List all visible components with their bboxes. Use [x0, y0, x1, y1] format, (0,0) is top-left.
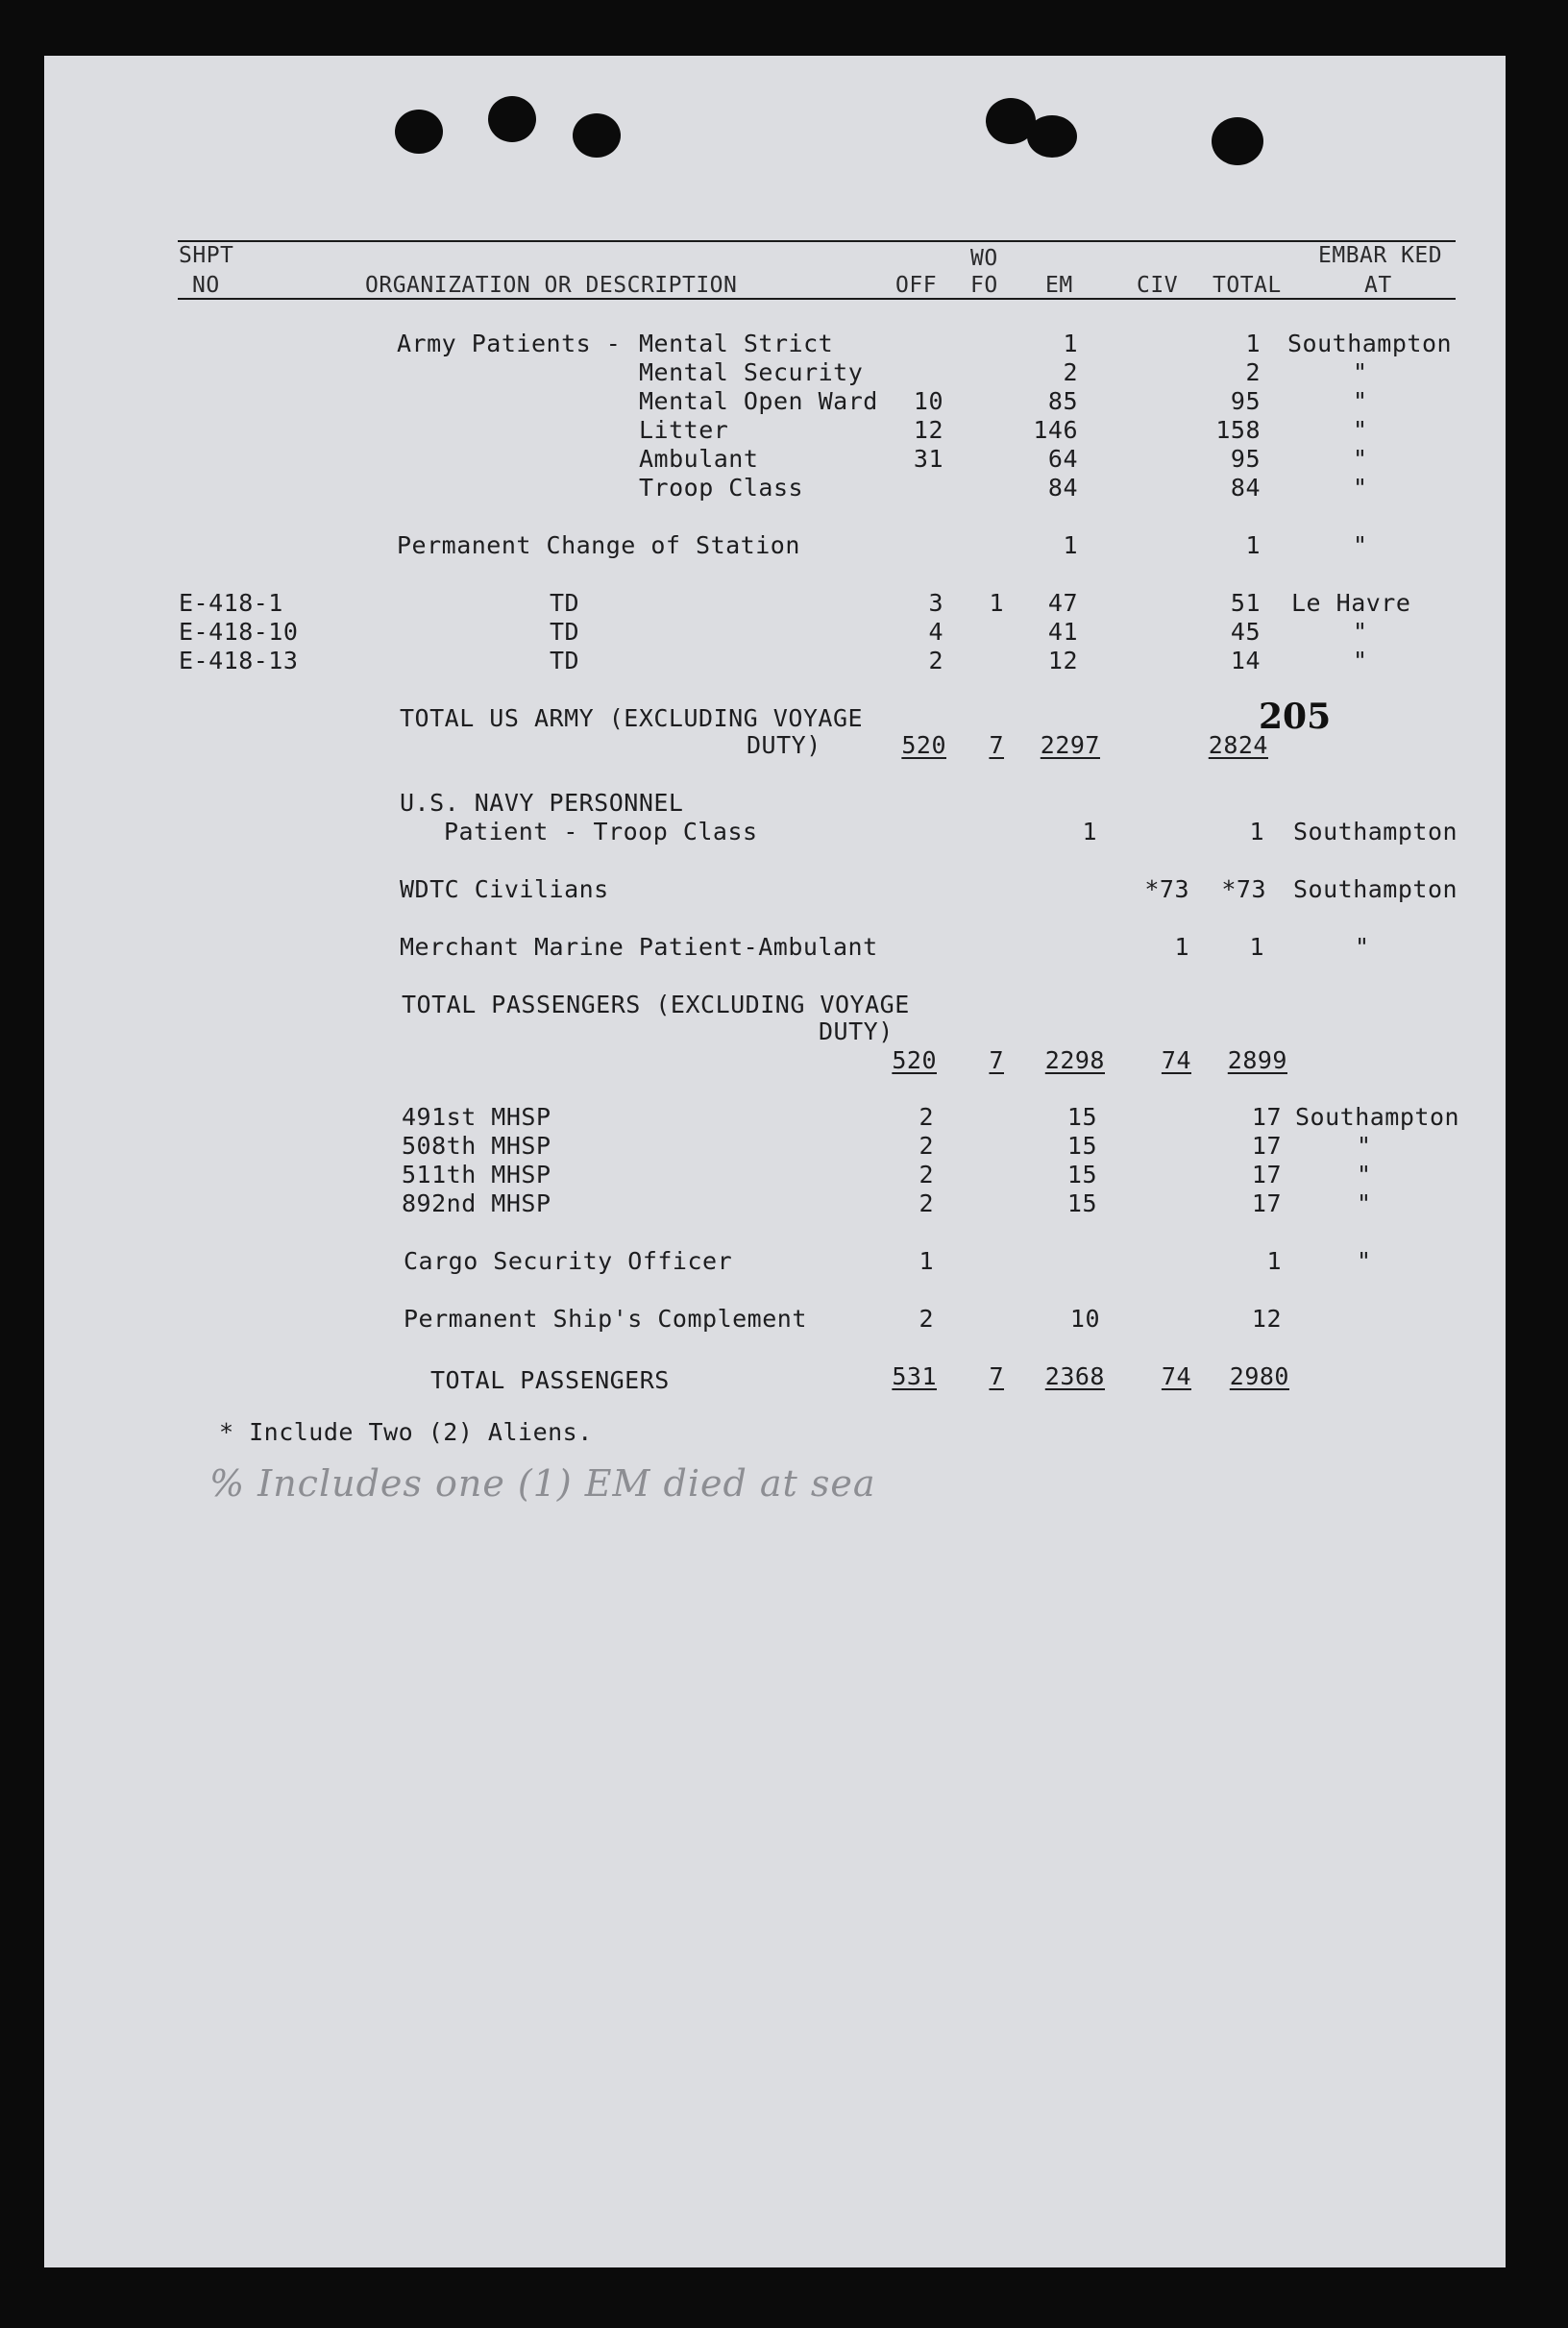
shipment-total: 45 [1230, 618, 1261, 646]
shipment-no: E-418-10 [179, 618, 299, 646]
total-passengers-civ: 74 [1161, 1362, 1191, 1390]
header-em: EM [1045, 273, 1073, 298]
shipment-off: 4 [928, 618, 943, 646]
header-embarked: EMBAR KED [1318, 243, 1443, 268]
cargo-desc: Cargo Security Officer [404, 1247, 733, 1275]
wdtc-desc: WDTC Civilians [400, 875, 609, 903]
shipment-no: E-418-13 [179, 647, 299, 674]
mhsp-off: 2 [919, 1132, 934, 1160]
mhsp-at: Southampton [1295, 1103, 1460, 1131]
punch-hole [1027, 115, 1077, 158]
total-army-label-duty: DUTY) [747, 731, 821, 759]
header-fo: FO [970, 273, 998, 298]
mhsp-at: " [1357, 1189, 1372, 1217]
shipment-total: 51 [1230, 589, 1261, 617]
army-row-desc: Mental Security [639, 358, 864, 386]
total-passengers-excl-label: TOTAL PASSENGERS (EXCLUDING VOYAGE [402, 991, 910, 1018]
army-row-at: " [1353, 416, 1368, 444]
mhsp-off: 2 [919, 1161, 934, 1189]
navy-label: U.S. NAVY PERSONNEL [400, 789, 684, 817]
army-row-at: Southampton [1287, 330, 1453, 357]
mhsp-desc: 508th MHSP [402, 1132, 551, 1160]
army-row-total: 2 [1245, 358, 1261, 386]
header-top-rule [178, 240, 1456, 242]
cargo-at: " [1357, 1247, 1372, 1275]
mhsp-total: 17 [1251, 1132, 1282, 1160]
header-total: TOTAL [1213, 273, 1282, 298]
punch-hole [573, 113, 621, 158]
mhsp-off: 2 [919, 1103, 934, 1131]
mhsp-desc: 892nd MHSP [402, 1189, 551, 1217]
mhsp-desc: 511th MHSP [402, 1161, 551, 1189]
cargo-total: 1 [1266, 1247, 1282, 1275]
pcs-desc: Permanent Change of Station [397, 531, 800, 559]
mhsp-off: 2 [919, 1189, 934, 1217]
shipment-em: 12 [1047, 647, 1078, 674]
army-row-total: 84 [1230, 474, 1261, 502]
total-passengers-off: 531 [892, 1362, 937, 1390]
army-row-total: 1 [1245, 330, 1261, 357]
shipment-em: 47 [1047, 589, 1078, 617]
shipment-at: Le Havre [1291, 589, 1411, 617]
header-at: AT [1364, 273, 1392, 298]
mhsp-em: 15 [1066, 1189, 1097, 1217]
army-patients-label: Army Patients - [397, 330, 622, 357]
wdtc-at: Southampton [1293, 875, 1458, 903]
total-passengers-total: 2980 [1229, 1362, 1289, 1390]
army-row-em: 2 [1063, 358, 1078, 386]
total-army-label: TOTAL US ARMY (EXCLUDING VOYAGE [400, 704, 864, 732]
army-row-total: 95 [1230, 387, 1261, 415]
pcs-em: 1 [1063, 531, 1078, 559]
header-organization: ORGANIZATION OR DESCRIPTION [365, 273, 738, 298]
ship-complement-total: 12 [1251, 1305, 1282, 1333]
army-row-desc: Mental Strict [639, 330, 834, 357]
army-row-off: 31 [913, 445, 943, 473]
army-row-at: " [1353, 387, 1368, 415]
handwritten-note: % Includes one (1) EM died at sea [209, 1462, 876, 1505]
ship-complement-desc: Permanent Ship's Complement [404, 1305, 807, 1333]
shipment-wo: 1 [989, 589, 1004, 617]
army-row-off: 10 [913, 387, 943, 415]
header-bottom-rule [178, 298, 1456, 300]
shipment-org: TD [550, 647, 580, 674]
pcs-total: 1 [1245, 531, 1261, 559]
footnote: * Include Two (2) Aliens. [219, 1418, 593, 1446]
merchant-civ: 1 [1174, 933, 1189, 961]
shipment-off: 3 [928, 589, 943, 617]
total-passengers-excl-total: 2899 [1227, 1046, 1287, 1074]
mhsp-em: 15 [1066, 1132, 1097, 1160]
header-no: NO [192, 273, 220, 298]
army-row-desc: Mental Open Ward [639, 387, 878, 415]
shipment-org: TD [550, 618, 580, 646]
shipment-off: 2 [928, 647, 943, 674]
mhsp-em: 15 [1066, 1161, 1097, 1189]
header-civ: CIV [1137, 273, 1179, 298]
pcs-at: " [1353, 531, 1368, 559]
army-row-desc: Ambulant [639, 445, 759, 473]
mhsp-desc: 491st MHSP [402, 1103, 551, 1131]
merchant-total: 1 [1249, 933, 1264, 961]
navy-em: 1 [1082, 818, 1097, 845]
header-wo: WO [970, 246, 998, 271]
army-row-em: 64 [1047, 445, 1078, 473]
total-army-total: 2824 [1208, 731, 1268, 759]
army-row-em: 84 [1047, 474, 1078, 502]
shipment-org: TD [550, 589, 580, 617]
army-row-at: " [1353, 445, 1368, 473]
navy-at: Southampton [1293, 818, 1458, 845]
army-row-desc: Troop Class [639, 474, 804, 502]
mhsp-at: " [1357, 1132, 1372, 1160]
total-passengers-excl-off: 520 [892, 1046, 937, 1074]
merchant-at: " [1355, 933, 1370, 961]
punch-hole [395, 110, 443, 154]
army-row-total: 158 [1215, 416, 1261, 444]
wdtc-civ: *73 [1144, 875, 1189, 903]
army-row-off: 12 [913, 416, 943, 444]
army-row-at: " [1353, 474, 1368, 502]
shipment-em: 41 [1047, 618, 1078, 646]
page-stamp-number: 205 [1259, 697, 1332, 737]
mhsp-total: 17 [1251, 1103, 1282, 1131]
ship-complement-off: 2 [919, 1305, 934, 1333]
navy-total: 1 [1249, 818, 1264, 845]
army-row-em: 1 [1063, 330, 1078, 357]
mhsp-total: 17 [1251, 1189, 1282, 1217]
total-passengers-wo: 7 [989, 1362, 1004, 1390]
merchant-desc: Merchant Marine Patient-Ambulant [400, 933, 878, 961]
mhsp-em: 15 [1066, 1103, 1097, 1131]
mhsp-at: " [1357, 1161, 1372, 1189]
shipment-no: E-418-1 [179, 589, 283, 617]
wdtc-total: *73 [1221, 875, 1266, 903]
punch-hole [488, 96, 536, 142]
total-army-wo: 7 [989, 731, 1004, 759]
total-army-em: 2297 [1040, 731, 1100, 759]
mhsp-total: 17 [1251, 1161, 1282, 1189]
total-passengers-label: TOTAL PASSENGERS [430, 1366, 670, 1394]
shipment-total: 14 [1230, 647, 1261, 674]
total-passengers-excl-duty: DUTY) [819, 1017, 894, 1045]
army-row-em: 85 [1047, 387, 1078, 415]
shipment-at: " [1353, 618, 1368, 646]
army-row-em: 146 [1033, 416, 1078, 444]
total-army-off: 520 [901, 731, 946, 759]
navy-desc: Patient - Troop Class [444, 818, 758, 845]
ship-complement-em: 10 [1069, 1305, 1100, 1333]
header-off: OFF [895, 273, 938, 298]
total-passengers-excl-em: 2298 [1044, 1046, 1105, 1074]
total-passengers-em: 2368 [1044, 1362, 1105, 1390]
cargo-off: 1 [919, 1247, 934, 1275]
total-passengers-excl-wo: 7 [989, 1046, 1004, 1074]
army-row-total: 95 [1230, 445, 1261, 473]
army-row-at: " [1353, 358, 1368, 386]
punch-hole [1212, 117, 1263, 165]
header-shpt: SHPT [179, 243, 234, 268]
army-row-desc: Litter [639, 416, 729, 444]
shipment-at: " [1353, 647, 1368, 674]
total-passengers-excl-civ: 74 [1161, 1046, 1191, 1074]
